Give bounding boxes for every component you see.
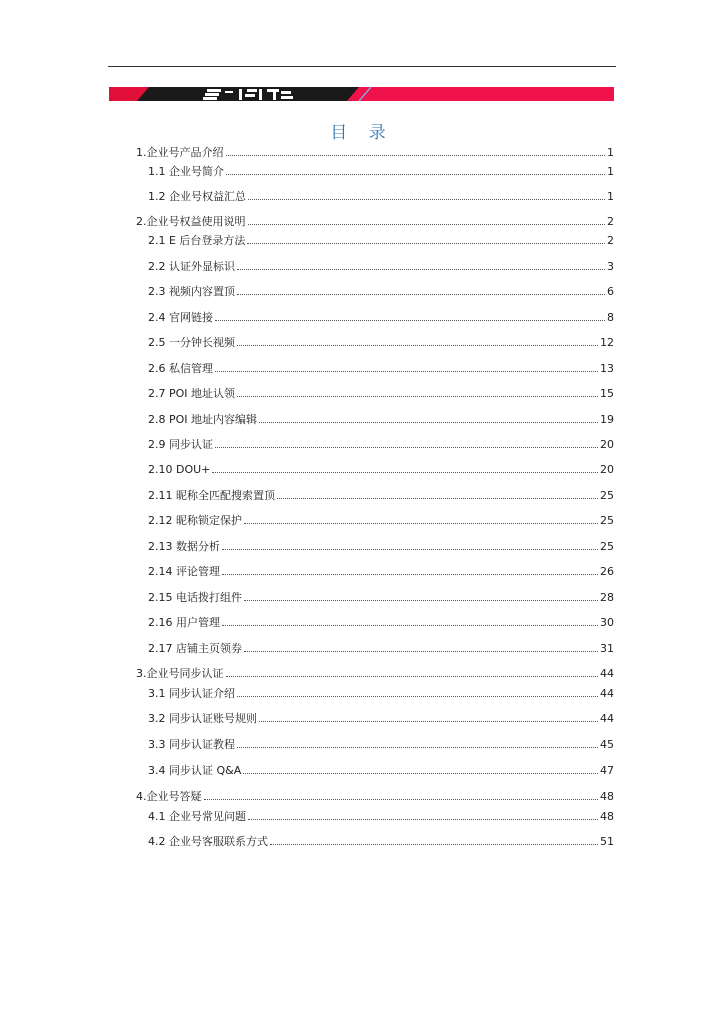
toc-entry[interactable] bbox=[148, 488, 614, 502]
toc-entry-leader bbox=[222, 625, 598, 626]
toc-entry-label: 2.17 店铺主页领券 bbox=[148, 642, 242, 655]
toc-entry-page: 45 bbox=[600, 738, 614, 751]
toc-entry-label: 2.15 电话拨打组件 bbox=[148, 591, 242, 604]
toc-entry-page: 44 bbox=[600, 712, 614, 725]
toc-entry-leader bbox=[248, 224, 606, 225]
toc-entry-leader bbox=[277, 498, 598, 499]
toc-entry-label: 3.2 同步认证账号规则 bbox=[148, 712, 257, 725]
toc-entry[interactable] bbox=[148, 335, 614, 349]
toc-entry-page: 2 bbox=[607, 234, 614, 247]
toc-entry[interactable] bbox=[136, 666, 614, 680]
toc-entry-label: 2.企业号权益使用说明 bbox=[136, 215, 246, 228]
toc-entry[interactable] bbox=[148, 686, 614, 700]
toc-entry-page: 1 bbox=[607, 190, 614, 203]
toc-entry-leader bbox=[248, 199, 605, 200]
toc-entry[interactable] bbox=[148, 437, 614, 451]
toc-entry-leader bbox=[237, 294, 605, 295]
toc-entry-label: 2.16 用户管理 bbox=[148, 616, 220, 629]
toc-entry-leader bbox=[247, 243, 605, 244]
toc-entry-page: 30 bbox=[600, 616, 614, 629]
toc-entry-label: 2.10 DOU+ bbox=[148, 463, 211, 476]
toc-entry-leader bbox=[259, 721, 598, 722]
toc-entry-page: 48 bbox=[600, 810, 614, 823]
toc-entry[interactable] bbox=[148, 412, 614, 426]
toc-entry[interactable] bbox=[148, 809, 614, 823]
toc-entry-leader bbox=[243, 773, 598, 774]
toc-entry-leader bbox=[248, 819, 598, 820]
toc-entry[interactable] bbox=[148, 834, 614, 848]
toc-entry-leader bbox=[237, 747, 598, 748]
toc-entry-page: 31 bbox=[600, 642, 614, 655]
toc-entry[interactable] bbox=[148, 711, 614, 725]
toc-entry[interactable] bbox=[148, 590, 614, 604]
toc-entry-page: 2 bbox=[607, 215, 614, 228]
toc-entry-label: 2.6 私信管理 bbox=[148, 362, 213, 375]
toc-entry-leader bbox=[215, 320, 605, 321]
toc-entry-leader bbox=[237, 396, 598, 397]
toc-entry-label: 3.3 同步认证教程 bbox=[148, 738, 235, 751]
toc-entry-leader bbox=[204, 799, 599, 800]
toc-entry-page: 25 bbox=[600, 514, 614, 527]
toc-entry-label: 2.7 POI 地址认领 bbox=[148, 387, 236, 400]
toc-entry-page: 1 bbox=[607, 146, 614, 159]
toc-entry-label: 3.1 同步认证介绍 bbox=[148, 687, 235, 700]
toc-entry[interactable] bbox=[148, 189, 614, 203]
toc-entry-leader bbox=[237, 269, 605, 270]
toc-entry[interactable] bbox=[148, 284, 614, 298]
toc-entry[interactable] bbox=[148, 641, 614, 655]
toc-entry-page: 26 bbox=[600, 565, 614, 578]
toc-entry-label: 2.12 昵称锁定保护 bbox=[148, 514, 242, 527]
toc-entry-label: 2.9 同步认证 bbox=[148, 438, 213, 451]
toc-entry[interactable] bbox=[148, 763, 614, 777]
toc-entry[interactable] bbox=[148, 513, 614, 527]
toc-entry-leader bbox=[244, 600, 598, 601]
toc-entry-page: 1 bbox=[607, 165, 614, 178]
toc-entry-leader bbox=[237, 345, 598, 346]
toc-entry[interactable] bbox=[148, 737, 614, 751]
toc-entry-page: 13 bbox=[600, 362, 614, 375]
toc-entry-label: 2.1 E 后台登录方法 bbox=[148, 234, 246, 247]
header-rule bbox=[108, 66, 616, 67]
toc-entry-leader bbox=[244, 523, 598, 524]
toc-entry-leader bbox=[222, 549, 598, 550]
toc-entry-label: 4.企业号答疑 bbox=[136, 790, 202, 803]
toc-entry-leader bbox=[215, 371, 598, 372]
toc-entry-page: 44 bbox=[600, 687, 614, 700]
toc-entry-label: 2.11 昵称全匹配搜索置顶 bbox=[148, 489, 275, 502]
toc-entry-label: 3.4 同步认证 Q&A bbox=[148, 764, 242, 777]
toc-entry-leader bbox=[222, 574, 598, 575]
toc-entry[interactable] bbox=[148, 615, 614, 629]
toc-entry-label: 2.14 评论管理 bbox=[148, 565, 220, 578]
toc-entry[interactable] bbox=[148, 361, 614, 375]
toc-entry-page: 19 bbox=[600, 413, 614, 426]
toc-entry-page: 25 bbox=[600, 489, 614, 502]
toc-entry-leader bbox=[226, 155, 606, 156]
toc-entry-page: 44 bbox=[600, 667, 614, 680]
toc-entry-page: 20 bbox=[600, 438, 614, 451]
toc-entry-leader bbox=[244, 651, 598, 652]
toc-entry-page: 6 bbox=[607, 285, 614, 298]
toc-entry-leader bbox=[226, 676, 599, 677]
toc-entry-leader bbox=[215, 447, 598, 448]
toc-entry-page: 47 bbox=[600, 764, 614, 777]
toc-entry-leader bbox=[212, 472, 598, 473]
toc-entry[interactable] bbox=[136, 789, 614, 803]
toc-entry-leader bbox=[259, 422, 598, 423]
toc-entry-leader bbox=[270, 844, 598, 845]
toc-entry-page: 12 bbox=[600, 336, 614, 349]
toc-entry-page: 51 bbox=[600, 835, 614, 848]
toc-entry-label: 2.3 视频内容置顶 bbox=[148, 285, 235, 298]
toc-entry[interactable] bbox=[148, 564, 614, 578]
toc-entry-leader bbox=[237, 696, 598, 697]
toc-entry[interactable] bbox=[148, 386, 614, 400]
toc-entry-leader bbox=[226, 174, 605, 175]
banner-graphic bbox=[109, 87, 614, 101]
toc-entry-label: 4.1 企业号常见问题 bbox=[148, 810, 246, 823]
toc-entry-page: 48 bbox=[600, 790, 614, 803]
toc-entry[interactable] bbox=[148, 310, 614, 324]
toc-entry[interactable] bbox=[148, 259, 614, 273]
toc-entry-label: 2.13 数据分析 bbox=[148, 540, 220, 553]
toc-title: 目 录 bbox=[330, 123, 394, 143]
toc-entry-label: 2.2 认证外显标识 bbox=[148, 260, 235, 273]
toc-entry[interactable] bbox=[148, 462, 614, 476]
toc-entry-label: 2.4 官网链接 bbox=[148, 311, 213, 324]
toc-entry-page: 3 bbox=[607, 260, 614, 273]
toc-entry-page: 25 bbox=[600, 540, 614, 553]
toc-entry-page: 28 bbox=[600, 591, 614, 604]
toc-entry-label: 1.2 企业号权益汇总 bbox=[148, 190, 246, 203]
toc-entry-page: 15 bbox=[600, 387, 614, 400]
toc-entry[interactable] bbox=[148, 233, 614, 247]
toc-entry[interactable] bbox=[136, 145, 614, 159]
toc-entry-page: 20 bbox=[600, 463, 614, 476]
header-banner bbox=[109, 87, 614, 101]
toc-entry-page: 8 bbox=[607, 311, 614, 324]
toc-entry-label: 2.8 POI 地址内容编辑 bbox=[148, 413, 258, 426]
toc-entry[interactable] bbox=[148, 164, 614, 178]
toc-entry[interactable] bbox=[148, 539, 614, 553]
toc-entry-label: 2.5 一分钟长视频 bbox=[148, 336, 235, 349]
toc-entry-label: 4.2 企业号客服联系方式 bbox=[148, 835, 268, 848]
toc-entry-label: 1.企业号产品介绍 bbox=[136, 146, 224, 159]
toc-entry-label: 1.1 企业号简介 bbox=[148, 165, 224, 178]
toc-entry-label: 3.企业号同步认证 bbox=[136, 667, 224, 680]
toc-entry[interactable] bbox=[136, 214, 614, 228]
